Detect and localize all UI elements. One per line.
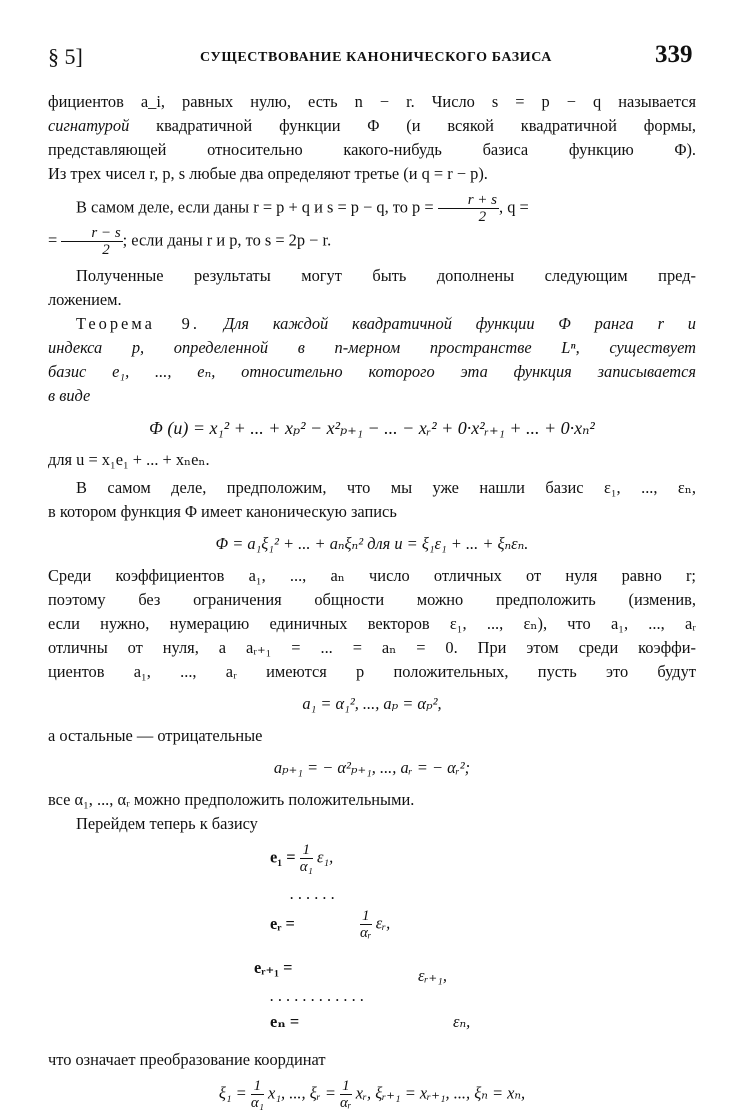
text-line: фициентов a_i, равных нулю, есть n − r. Число s = p − q называется: [48, 92, 696, 111]
text-fragment: , q =: [499, 197, 529, 217]
text-line: циентов a₁, ..., aᵣ имеются p положительных, пусть это будут: [48, 662, 696, 681]
paragraph-proof: [48, 192, 696, 258]
fraction: $\frac{1}{\text{α₁}}$: [250, 1078, 264, 1111]
theorem-label: Теорема 9.: [76, 314, 200, 333]
running-header: [0, 38, 744, 74]
basis-row: eᵣ₊₁ =: [254, 958, 293, 977]
fraction: $\frac{r - s}{2}$: [61, 225, 122, 258]
ellipsis-row: . . . . . . . . . . . .: [270, 986, 365, 1005]
text-line: ложением.: [48, 290, 122, 309]
paragraph-proof-2: [48, 476, 696, 524]
text-line: [48, 312, 696, 336]
text-line: поэтому без ограничения общности можно предположить (изменив,: [48, 590, 696, 609]
term-signature: сигнатурой: [48, 116, 130, 135]
page-number: 339: [655, 41, 693, 68]
text-fragment: В самом деле, если даны r = p + q и s = p − q, то p =: [76, 197, 434, 217]
text-line: Среди коэффициентов a₁, ..., aₙ число отличных от нуля равно r;: [48, 566, 696, 585]
fraction: $\frac{r + s}{2}$: [438, 192, 499, 225]
basis-transformation: [48, 836, 696, 1048]
text-fragment: =: [48, 230, 58, 250]
text-line: в виде: [48, 386, 91, 405]
text-line: Из трех чисел r, p, s любые два определяют третье (и q = r − p).: [48, 164, 488, 183]
text-line: [48, 114, 696, 138]
text-line: что означает преобразование координат: [48, 1050, 326, 1069]
basis-row: eₙ =: [270, 1012, 300, 1031]
text-line: в котором функция Φ имеет каноническую запись: [48, 502, 397, 521]
paragraph-addition: [48, 264, 696, 312]
theorem: [48, 312, 696, 408]
text-line: если нужно, нумерацию единичных векторов ε₁, ..., εₙ), что a₁, ..., aᵣ: [48, 614, 696, 633]
section-marker: § 5]: [48, 44, 83, 69]
text-line: для u = x₁e₁ + ... + xₙeₙ.: [48, 450, 210, 469]
text-line: представляющей относительно какого-нибудь базиса функцию Φ).: [48, 140, 696, 159]
basis-row: εᵣ₊₁,: [418, 966, 447, 985]
text-line: базис e₁, ..., eₙ, относительно которого эта функция записывается: [48, 362, 696, 381]
text-line: все α₁, ..., αᵣ можно предположить положительными.: [48, 790, 415, 809]
theorem-text: Для каждой квадратичной функции Φ ранга r и: [223, 314, 696, 333]
formula-coordinates: ξ₁ = $\frac{1}{\text{α₁}}$ x₁, ..., ξᵣ = $\frac{1}{\text{αᵣ}}$ xᵣ, ξᵣ₊₁ = xᵣ₊₁, ..., ξₙ = xₙ,: [218, 1078, 526, 1111]
basis-row: $\frac{1}{\text{αᵣ}}$ εᵣ,: [360, 908, 391, 941]
basis-row: εₙ,: [453, 1012, 471, 1031]
fraction: $\frac{1}{\text{αᵣ}}$: [340, 1078, 352, 1111]
text-line: индекса p, определенной в n-мерном пространстве Lⁿ, существует: [48, 338, 696, 357]
text-fragment: ; если даны r и p, то s = 2p − r.: [122, 230, 332, 250]
basis-row: e₁ = $\frac{1}{\text{α₁}}$ ε₁,: [270, 842, 334, 875]
ellipsis-row: . . . . . .: [290, 884, 336, 903]
text-line: а остальные — отрицательные: [48, 726, 263, 745]
formula-positive: a₁ = α₁², ..., aₚ = αₚ²,: [302, 694, 442, 713]
text-fragment: квадратичной функции Φ (и всякой квадратичной формы,: [129, 116, 696, 135]
page-body: [48, 90, 696, 1119]
fraction: $\frac{1}{\text{α₁}}$: [299, 842, 313, 875]
text-line: Перейдем теперь к базису: [76, 814, 258, 833]
basis-row: eᵣ =: [270, 914, 295, 933]
text-line: Полученные результаты могут быть дополнены следующим пред-: [76, 266, 696, 285]
fraction: $\frac{1}{\text{αᵣ}}$: [360, 908, 372, 941]
text-line: В самом деле, предположим, что мы уже нашли базис ε₁, ..., εₙ,: [76, 478, 696, 497]
paragraph-coefficients: [48, 564, 696, 684]
text-line: отличны от нуля, а aᵣ₊₁ = ... = aₙ = 0. При этом среди коэффи-: [48, 638, 696, 657]
formula-canonical: Φ (u) = x₁² + ... + xₚ² − x²ₚ₊₁ − ... − xᵣ² + 0·x²ᵣ₊₁ + ... + 0·xₙ²: [149, 418, 595, 438]
formula-canonical-record: Φ = a₁ξ₁² + ... + aₙξₙ² для u = ξ₁ε₁ + ... + ξₙεₙ.: [215, 534, 529, 553]
paragraph-signature: [48, 90, 696, 186]
formula-negative: aₚ₊₁ = − α²ₚ₊₁, ..., aᵣ = − αᵣ²;: [273, 758, 471, 777]
chapter-title: СУЩЕСТВОВАНИЕ КАНОНИЧЕСКОГО БАЗИСА: [200, 50, 552, 65]
